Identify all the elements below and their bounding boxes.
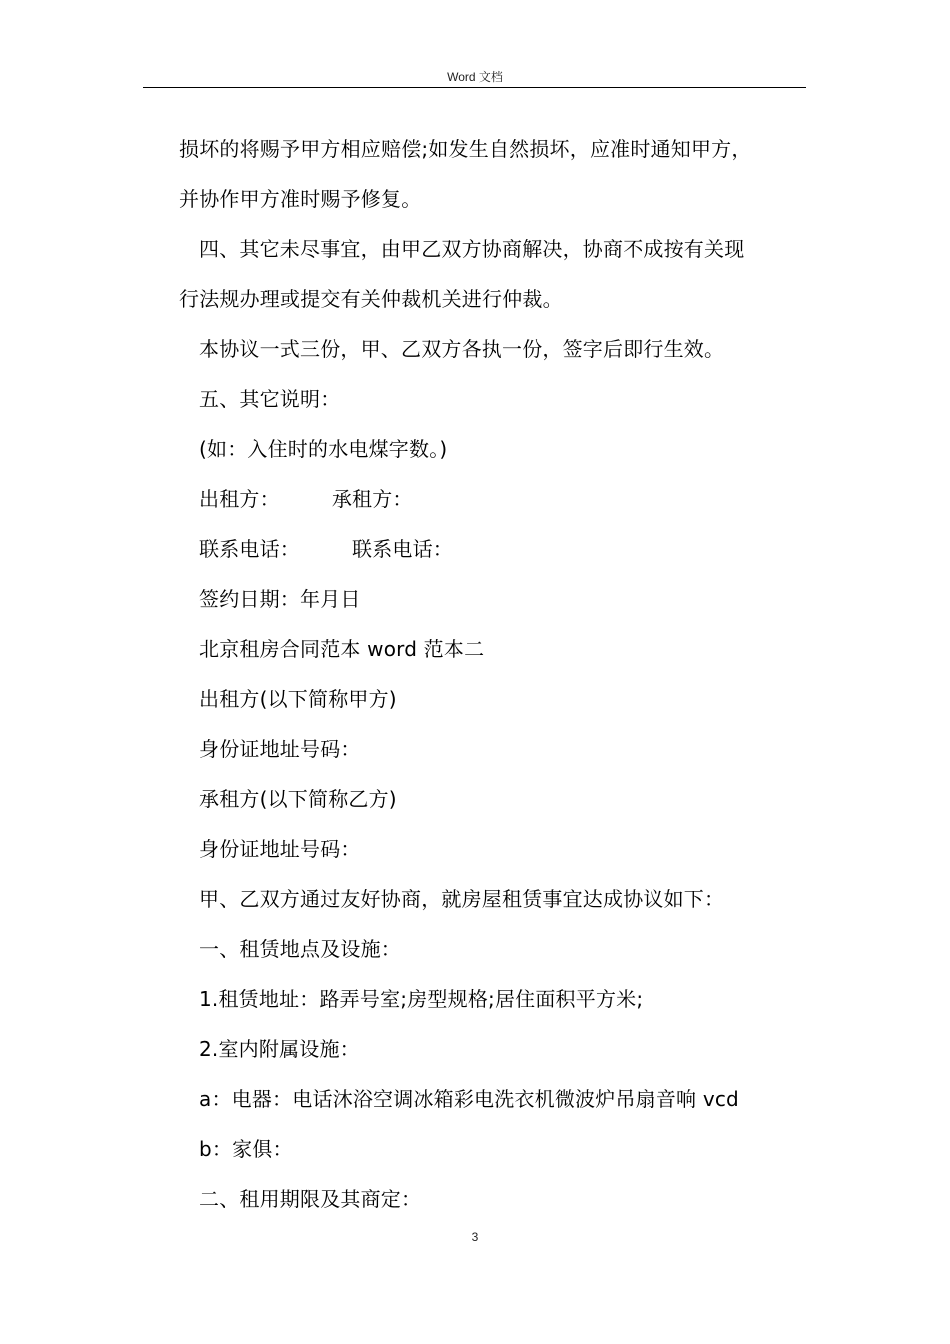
body-line: 五、其它说明： xyxy=(199,387,341,411)
body-line: 二、租用期限及其商定： xyxy=(199,1187,422,1211)
body-line: 承租方(以下简称乙方) xyxy=(199,787,397,811)
body-line: 身份证地址号码： xyxy=(199,737,361,761)
body-line: 出租方(以下简称甲方) xyxy=(199,687,397,711)
body-line: 行法规办理或提交有关仲裁机关进行仲裁。 xyxy=(179,287,563,311)
body-line: b：家俱： xyxy=(199,1137,293,1161)
landlord-phone-label: 联系电话： xyxy=(199,537,300,561)
body-line: 四、其它未尽事宜，由甲乙双方协商解决，协商不成按有关现 xyxy=(199,237,745,261)
header-divider xyxy=(143,87,806,88)
body-line: a：电器：电话沐浴空调冰箱彩电洗衣机微波炉吊扇音响 vcd xyxy=(199,1087,739,1111)
signature-line-phones xyxy=(199,536,453,562)
page-number: 3 xyxy=(471,1230,479,1244)
tenant-phone-label: 联系电话： xyxy=(352,537,453,561)
body-line: 甲、乙双方通过友好协商，就房屋租赁事宜达成协议如下： xyxy=(199,887,725,911)
body-line: (如：入住时的水电煤字数。) xyxy=(199,437,448,461)
landlord-label: 出租方： xyxy=(199,487,280,511)
body-line: 本协议一式三份，甲、乙双方各执一份，签字后即行生效。 xyxy=(199,337,725,361)
header-title: Word 文档 xyxy=(447,70,503,84)
body-line: 并协作甲方准时赐予修复。 xyxy=(179,187,422,211)
body-line: 身份证地址号码： xyxy=(199,837,361,861)
section-title: 北京租房合同范本 word 范本二 xyxy=(199,637,485,661)
body-line: 一、租赁地点及设施： xyxy=(199,937,401,961)
tenant-label: 承租方： xyxy=(331,487,413,511)
body-line: 2.室内附属设施： xyxy=(199,1037,360,1061)
signature-line-landlord-tenant xyxy=(199,486,413,512)
body-line: 签约日期：年月日 xyxy=(199,587,361,611)
body-line: 损坏的将赐予甲方相应赔偿;如发生自然损坏，应准时通知甲方， xyxy=(179,137,752,161)
body-line: 1.租赁地址：路弄号室;房型规格;居住面积平方米; xyxy=(199,987,644,1011)
